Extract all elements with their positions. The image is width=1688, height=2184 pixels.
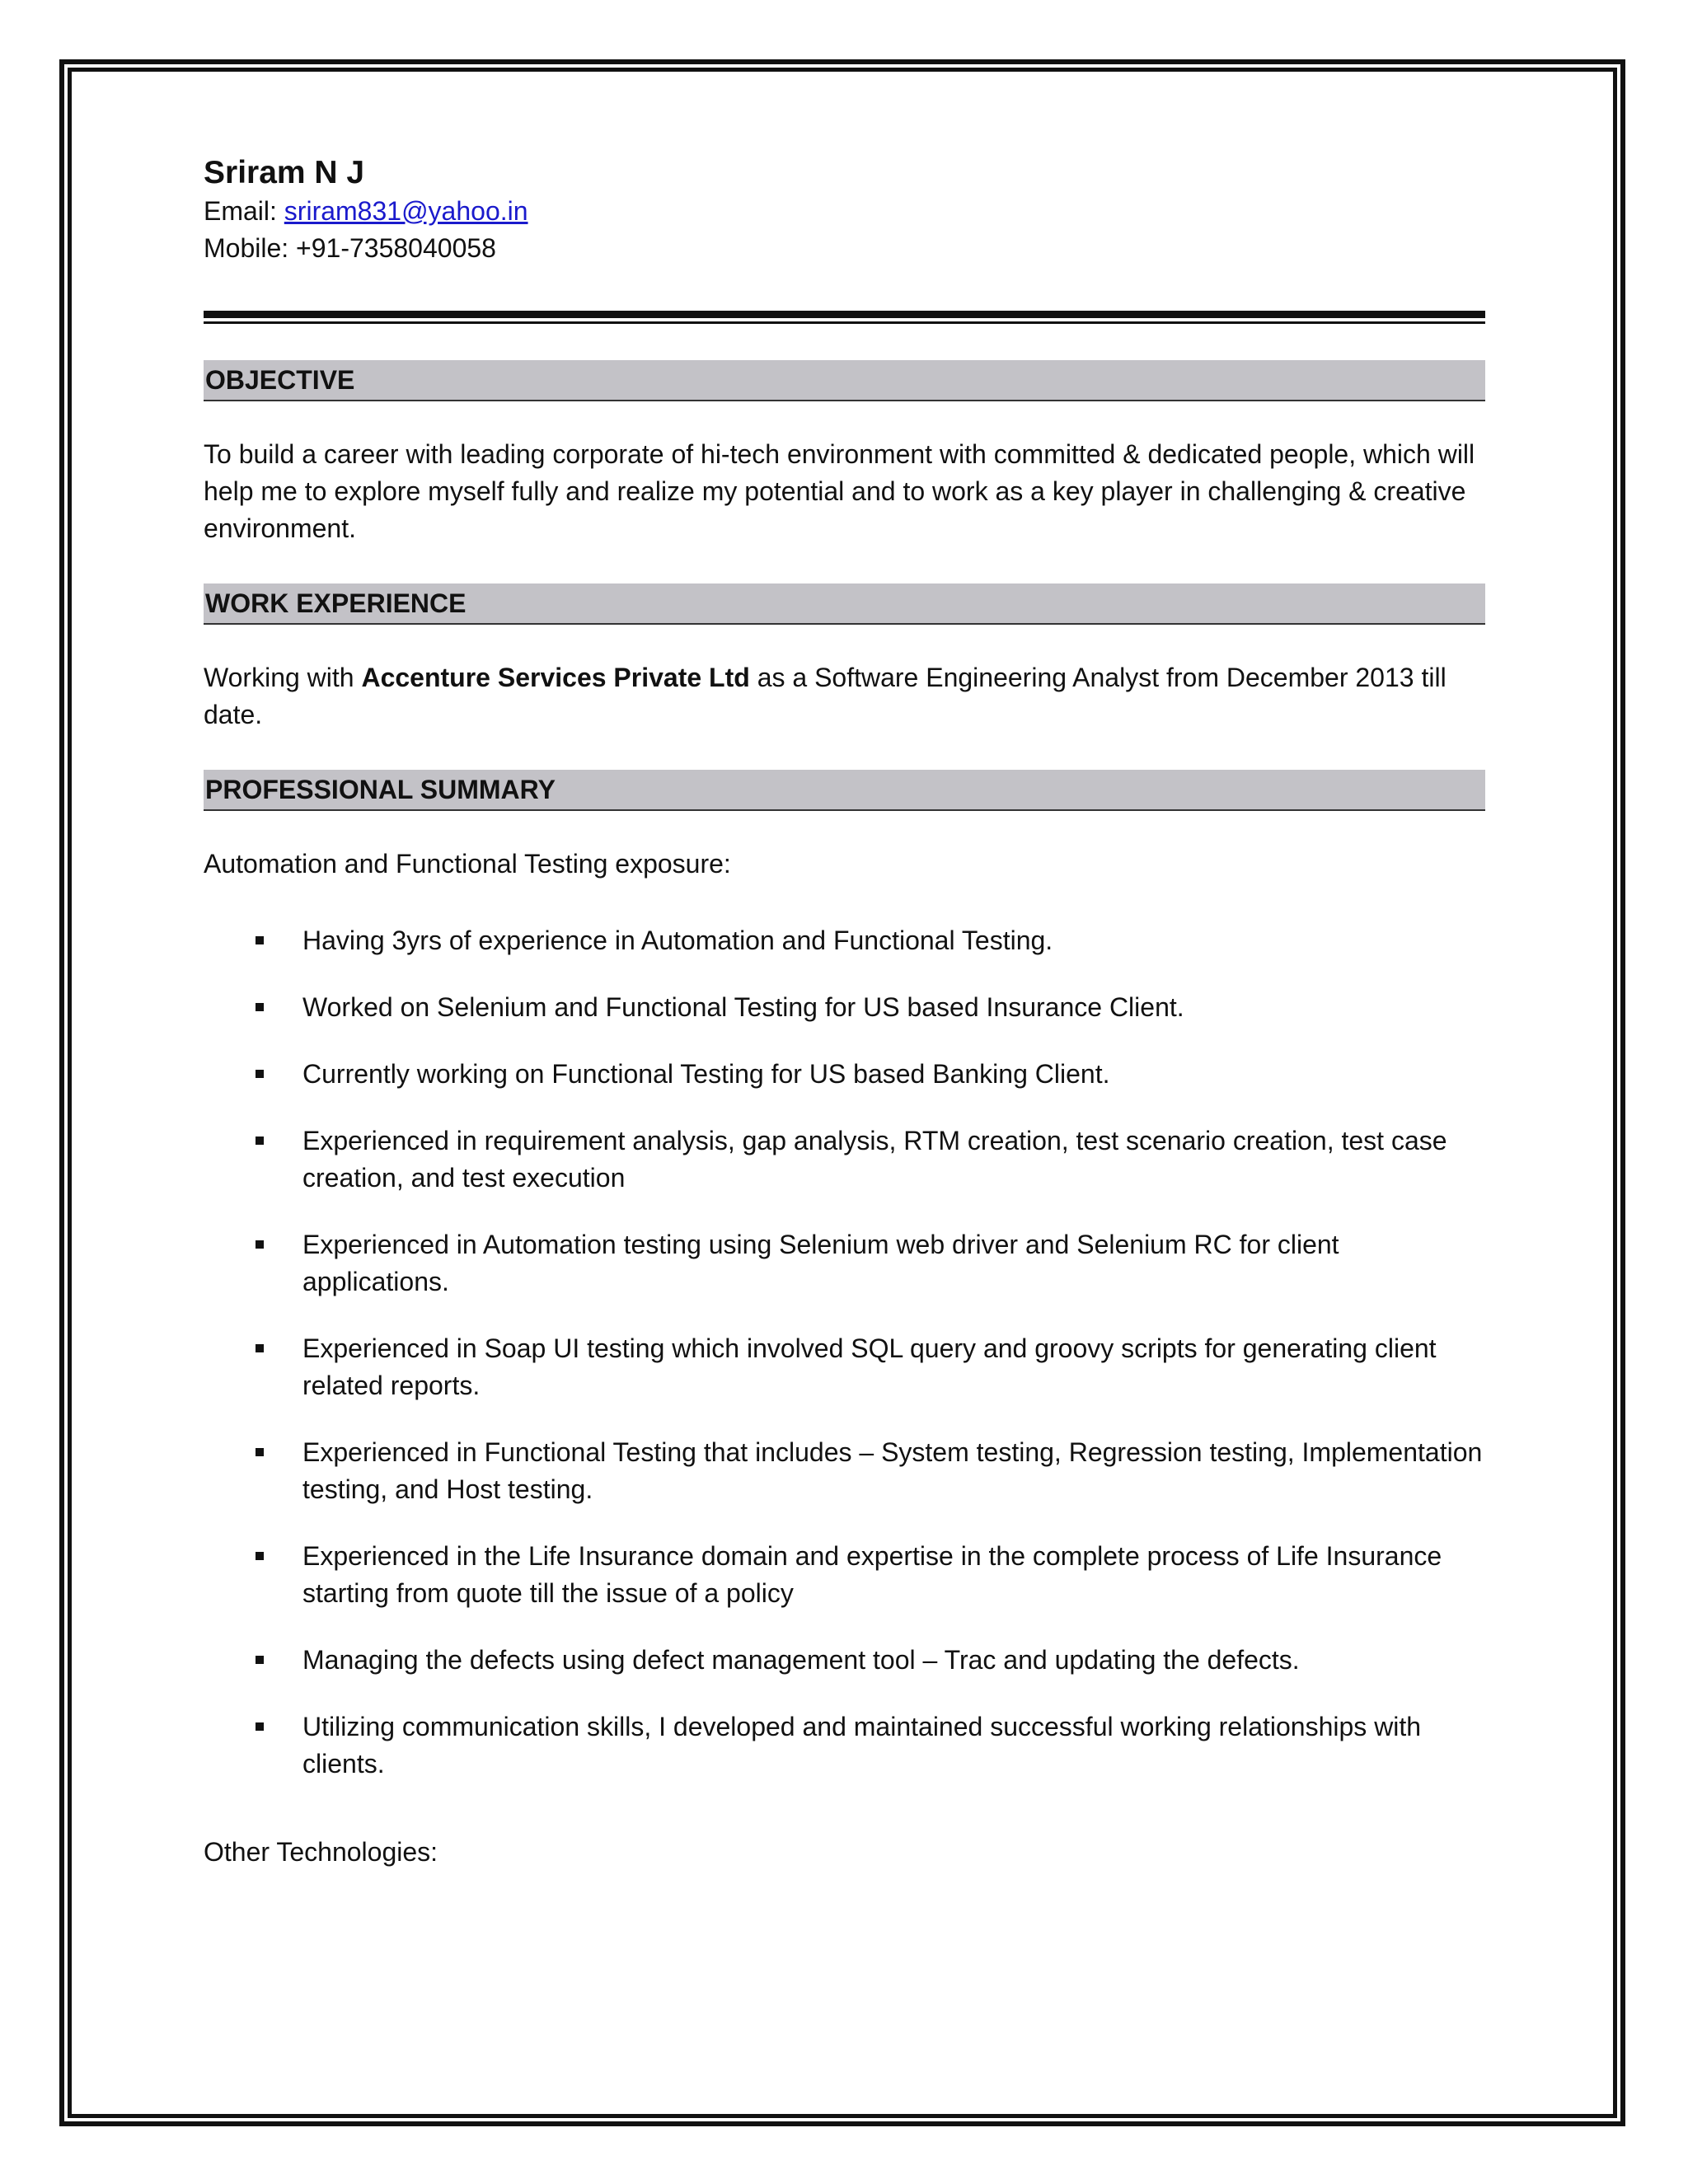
list-item-text: Experienced in Soap UI testing which involved SQL query and groovy scripts for generating client related reports. (302, 1333, 1437, 1400)
square-bullet-icon (256, 1344, 264, 1352)
list-item (204, 1330, 1485, 1404)
mobile-label: Mobile: (204, 233, 297, 263)
square-bullet-icon (256, 1003, 264, 1011)
square-bullet-icon (256, 1656, 264, 1664)
mobile-line (204, 230, 1485, 267)
list-item (204, 1538, 1485, 1612)
list-item-text: Having 3yrs of experience in Automation and Functional Testing. (302, 926, 1053, 955)
header-divider-thin (204, 321, 1485, 324)
square-bullet-icon (256, 1448, 264, 1456)
work-suffix: as a Software Engineering Analyst from December 2013 till date. (204, 663, 1447, 729)
list-item (204, 922, 1485, 959)
square-bullet-icon (256, 1552, 264, 1560)
list-item (204, 1122, 1485, 1197)
email-line (204, 193, 1485, 230)
objective-heading: OBJECTIVE (204, 360, 1485, 401)
list-item-text: Experienced in requirement analysis, gap analysis, RTM creation, test scenario creation, test case creation, and test execution (302, 1126, 1447, 1193)
summary-intro: Automation and Functional Testing exposure: (204, 849, 731, 879)
list-item-text: Experienced in Functional Testing that includes – System testing, Regression testing, Implementation testing, and Host testing. (302, 1437, 1483, 1504)
objective-text: To build a career with leading corporate of hi-tech environment with committed & dedicated people, which will help me to explore myself fully and realize my potential and to work as a key player in challenging & creative environment. (204, 439, 1475, 543)
email-label: Email: (204, 196, 284, 226)
other-technologies-label: Other Technologies: (204, 1837, 438, 1867)
square-bullet-icon (256, 1070, 264, 1078)
list-item-text: Experienced in Automation testing using Selenium web driver and Selenium RC for client applications. (302, 1230, 1339, 1296)
list-item (204, 1434, 1485, 1508)
square-bullet-icon (256, 936, 264, 944)
resume-content (204, 153, 1485, 1871)
candidate-name: Sriram N J (204, 155, 365, 190)
header-divider-thick (204, 311, 1485, 318)
list-item (204, 1226, 1485, 1301)
list-item-text: Worked on Selenium and Functional Testing for US based Insurance Client. (302, 992, 1184, 1022)
list-item-text: Managing the defects using defect management tool – Trac and updating the defects. (302, 1645, 1300, 1675)
professional-summary-heading: PROFESSIONAL SUMMARY (204, 770, 1485, 811)
list-item (204, 1056, 1485, 1093)
company-name: Accenture Services Private Ltd (361, 663, 750, 692)
summary-list (204, 922, 1485, 1783)
list-item-text: Currently working on Functional Testing for US based Banking Client. (302, 1059, 1110, 1089)
work-experience-heading: WORK EXPERIENCE (204, 583, 1485, 625)
mobile-number: +91-7358040058 (296, 233, 496, 263)
square-bullet-icon (256, 1137, 264, 1145)
list-item (204, 1708, 1485, 1783)
list-item (204, 989, 1485, 1026)
work-prefix: Working with (204, 663, 362, 692)
list-item-text: Utilizing communication skills, I developed and maintained successful working relationships with clients. (302, 1712, 1422, 1779)
square-bullet-icon (256, 1240, 264, 1249)
list-item (204, 1642, 1485, 1679)
list-item-text: Experienced in the Life Insurance domain and expertise in the complete process of Life Insurance starting from quote till the issue of a policy (302, 1541, 1442, 1608)
work-experience-text (204, 659, 1485, 733)
square-bullet-icon (256, 1722, 264, 1731)
email-link[interactable]: sriram831@yahoo.in (284, 196, 528, 226)
